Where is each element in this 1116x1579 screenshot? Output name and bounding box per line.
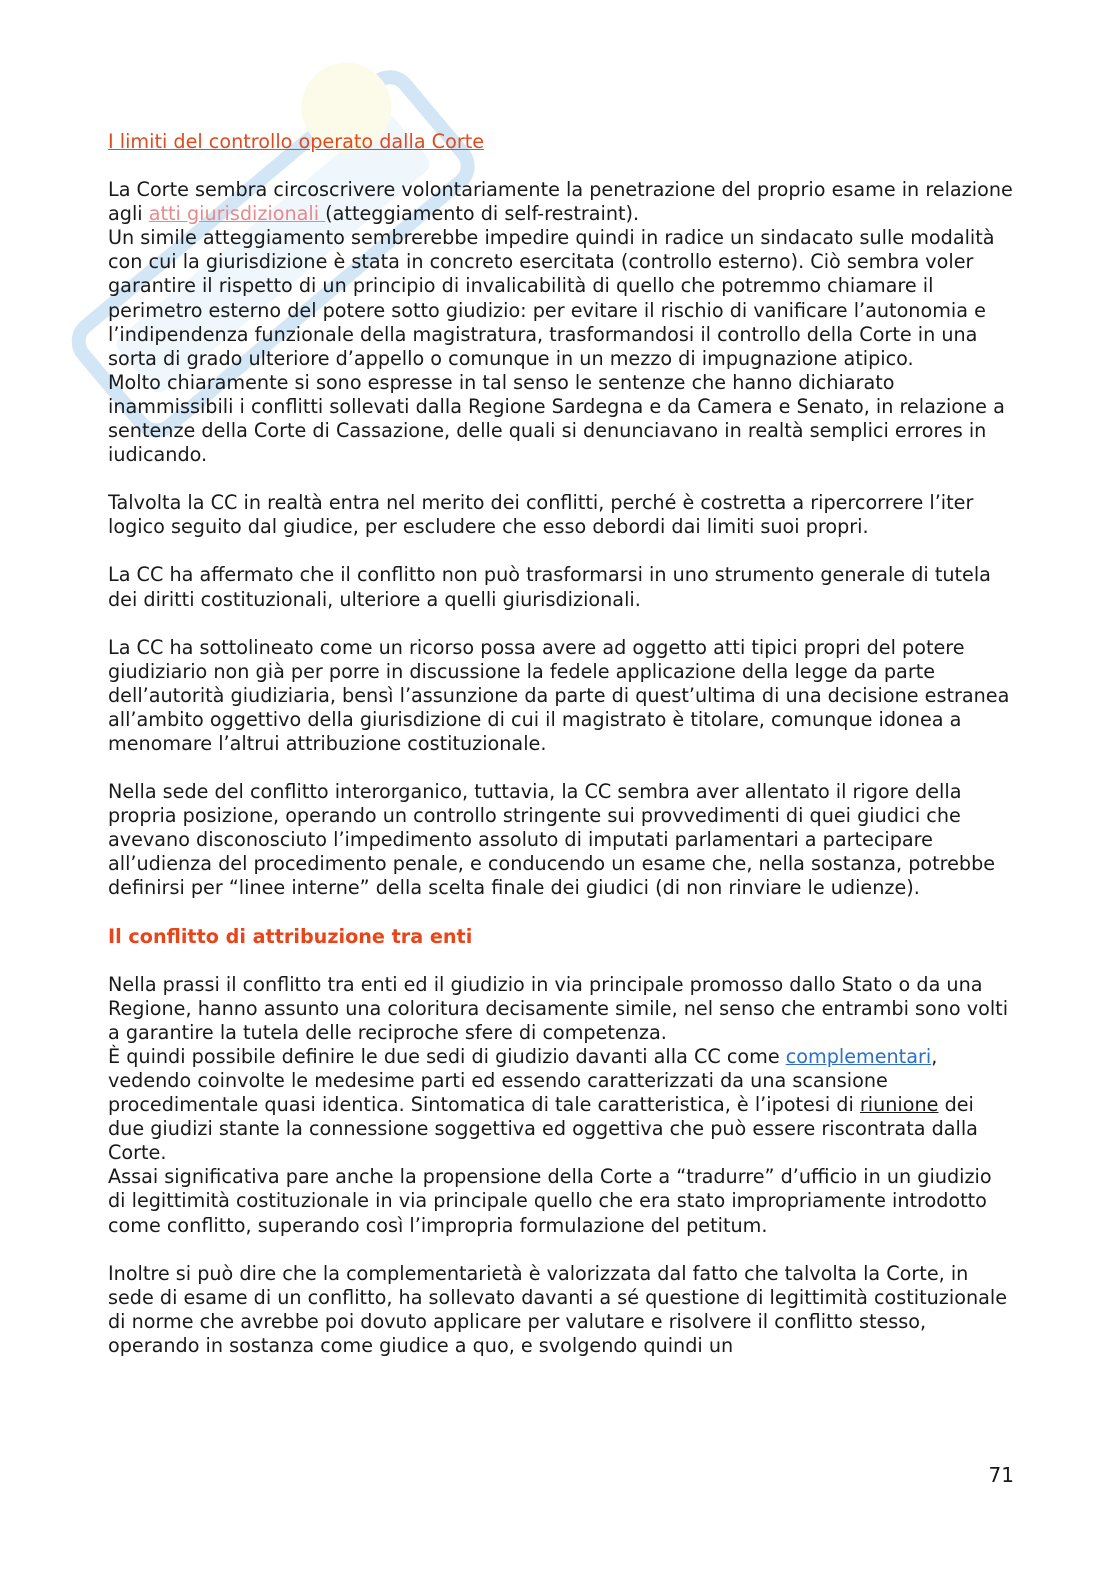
paragraph-2: Un simile atteggiamento sembrerebbe impedire quindi in radice un sindacato sulle modalità con cui la giurisdizione è stata in concreto esercitata (controllo esterno). Ciò sembra voler garantire il rispetto di un principio di invalicabilità di quello che potremmo chiamare il perimetro esterno del potere sotto giudizio: per evitare il rischio di vanificare l’autonomia e l’indipendenza funzionale della magistratura, trasformandosi il controllo della Corte in una sorta di grado ulteriore d’appello o comunque in un mezzo di impugnazione atipico. <box>108 226 995 370</box>
section-heading-limits[interactable] <box>108 130 1013 154</box>
paragraph-5: La CC ha affermato che il conflitto non può trasformarsi in uno strumento generale di tutela dei diritti costituzionali, ulteriore a quelli giurisdizionali. <box>108 563 991 611</box>
paragraph-text: La Corte sembra circoscrivere volontariamente la penetrazione del proprio esame in relazione agli <box>108 178 1013 226</box>
page-number: 71 <box>988 1463 1014 1487</box>
link-atti-giurisdizionali[interactable]: atti giurisdizionali <box>148 202 326 226</box>
paragraph-9 <box>108 1045 1013 1165</box>
underlined-riunione: riunione <box>859 1093 939 1117</box>
paragraph-11: Inoltre si può dire che la complementarietà è valorizzata dal fatto che talvolta la Corte, in sede di esame di un conflitto, ha sollevato davanti a sé questione di legittimità costituzionale di norme che avrebbe poi dovuto applicare per valutare e risolvere il conflitto stesso, operando in sostanza come giudice a quo, e svolgendo quindi un <box>108 1261 1008 1357</box>
paragraph-text: (atteggiamento di self-restraint). <box>325 202 640 226</box>
paragraph-6: La CC ha sottolineato come un ricorso possa avere ad oggetto atti tipici propri del potere giudiziario non già per porre in discussione la fedele applicazione della legge da parte dell’autorità giudiziaria, bensì l’assunzione da parte di quest’ultima di una decisione estranea all’ambito oggettivo della giurisdizione di cui il magistrato è titolare, comunque idonea a menomare l’altrui attribuzione costituzionale. <box>108 635 1010 755</box>
paragraph-text: È quindi possibile definire le due sedi di giudizio davanti alla CC come <box>108 1044 786 1068</box>
paragraph-text: , vedendo coinvolte le medesime parti ed essendo caratterizzati da una scansione procedimentale quasi identica. Sintomatica di tale caratteristica, è l’ipotesi di <box>108 1044 938 1117</box>
section-heading-enti: Il conflitto di attribuzione tra enti <box>108 924 473 948</box>
paragraph-4: Talvolta la CC in realtà entra nel merito dei conflitti, perché è costretta a ripercorrere l’iter logico seguito dal giudice, per escludere che esso debordi dai limiti suoi propri. <box>108 491 974 539</box>
heading-link[interactable]: I limiti del controllo operato dalla Corte <box>108 130 485 153</box>
paragraph-3: Molto chiaramente si sono espresse in tal senso le sentenze che hanno dichiarato inammissibili i conflitti sollevati dalla Regione Sardegna e da Camera e Senato, in relazione a sentenze della Corte di Cassazione, delle quali si denunciavano in realtà semplici errores in iudicando. <box>108 370 1005 467</box>
document-page <box>108 130 1013 1358</box>
link-complementari[interactable]: complementari <box>785 1044 932 1068</box>
paragraph-7: Nella sede del conflitto interorganico, tuttavia, la CC sembra aver allentato il rigore della propria posizione, operando un controllo stringente sui provvedimenti di quei giudici che avevano disconosciuto l’impedimento assoluto di imputati parlamentari a partecipare all’udienza del procedimento penale, e conducendo un esame che, nella sostanza, potrebbe definirsi per “linee interne” della scelta finale dei giudici (di non rinviare le udienze). <box>108 780 996 900</box>
paragraph-10: Assai significativa pare anche la propensione della Corte a “tradurre” d’ufficio in un giudizio di legittimità costituzionale in via principale quello che era stato impropriamente introdotto come conflitto, superando così l’impropria formulazione del petitum. <box>108 1165 992 1237</box>
paragraph-1 <box>108 178 1013 226</box>
paragraph-text: dei due giudizi stante la connessione soggettiva ed oggettiva che può essere riscontrata dalla Corte. <box>108 1093 978 1165</box>
paragraph-8: Nella prassi il conflitto tra enti ed il giudizio in via principale promosso dallo Stato o da una Regione, hanno assunto una coloritura decisamente simile, nel senso che entrambi sono volti a garantire la tutela delle reciproche sfere di competenza. <box>108 972 1009 1044</box>
